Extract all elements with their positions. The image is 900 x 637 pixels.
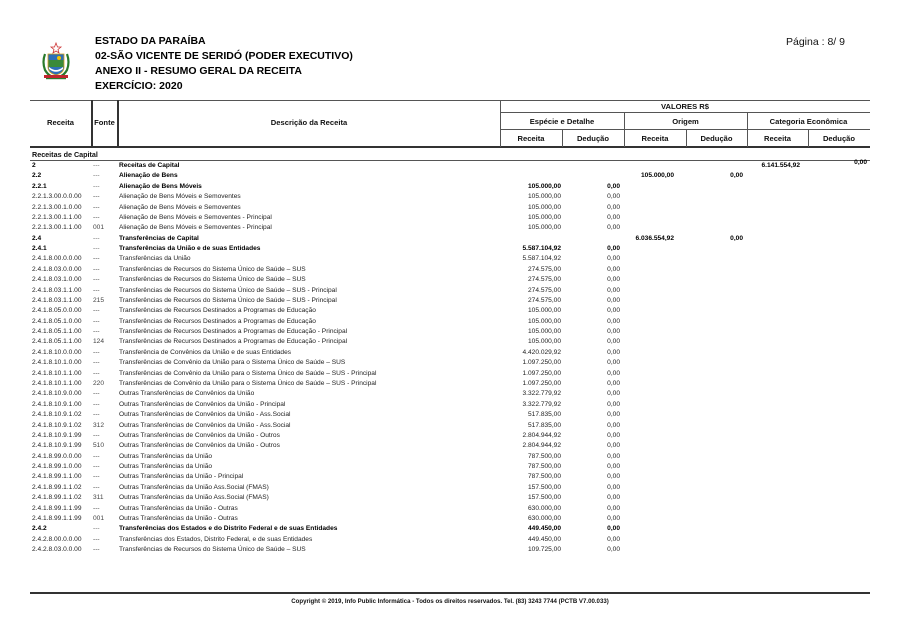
especie-deducao: 0,00 [607, 546, 620, 554]
fonte-code: 124 [93, 338, 105, 346]
especie-receita: 2.804.944,92 [522, 442, 561, 450]
fonte-code: --- [93, 307, 100, 315]
col-descricao: Descrição da Receita [270, 118, 348, 127]
table-row [0, 432, 900, 442]
fonte-code: --- [93, 245, 100, 253]
table-row [0, 297, 900, 307]
fonte-code: --- [93, 546, 100, 554]
especie-deducao: 0,00 [607, 265, 620, 273]
fonte-code: --- [93, 234, 100, 242]
receita-code: 2.4 [32, 234, 42, 242]
especie-deducao: 0,00 [607, 514, 620, 522]
exercise-title: EXERCÍCIO: 2020 [95, 80, 183, 92]
col-cat-deducao: Dedução [822, 134, 856, 143]
receita-code: 2.2 [32, 172, 42, 180]
table-row [0, 183, 900, 193]
especie-receita: 105.000,00 [527, 317, 561, 325]
table-row [0, 255, 900, 265]
especie-receita: 449.450,00 [527, 535, 561, 543]
descricao: Transferências de Recursos Destinados a Programas de Educação - Principal [119, 338, 348, 346]
descricao: Transferências de Convênio da União para o Sistema Único de Saúde – SUS [119, 359, 346, 367]
especie-receita: 274.575,00 [527, 276, 561, 284]
especie-deducao: 0,00 [607, 400, 620, 408]
especie-deducao: 0,00 [607, 452, 620, 460]
col-ori-deducao: Dedução [700, 134, 733, 143]
fonte-code: --- [93, 213, 100, 221]
receita-code: 2.4.1.8.99.1.1.99 [32, 514, 82, 522]
table-row [0, 172, 900, 182]
especie-deducao: 0,00 [607, 431, 620, 439]
fonte-code: --- [93, 463, 100, 471]
descricao: Outras Transferências de Convênios da União - Ass.Social [119, 411, 291, 419]
especie-deducao: 0,00 [607, 286, 620, 294]
receita-code: 2.4.1.8.05.1.1.00 [32, 338, 82, 346]
table-row [0, 505, 900, 515]
especie-deducao: 0,00 [607, 463, 620, 471]
descricao: Outras Transferências de Convênios da União - Principal [119, 400, 286, 408]
receita-code: 2.4.1.8.10.9.1.02 [32, 421, 82, 429]
descricao: Outras Transferências de Convênios da União - Outros [119, 431, 280, 439]
descricao: Transferências de Recursos do Sistema Único de Saúde – SUS - Principal [119, 296, 337, 304]
fonte-code: --- [93, 265, 100, 273]
especie-deducao: 0,00 [607, 421, 620, 429]
annex-title: ANEXO II - RESUMO GERAL DA RECEITA [95, 65, 302, 77]
receita-code: 2.4.2.8.00.0.0.00 [32, 535, 82, 543]
especie-receita: 1.097.250,00 [522, 369, 561, 377]
fonte-code: --- [93, 369, 100, 377]
table-row [0, 328, 900, 338]
receita-code: 2.4.1.8.99.1.1.02 [32, 494, 82, 502]
descricao: Transferências de Capital [119, 234, 199, 242]
especie-deducao: 0,00 [607, 193, 620, 201]
especie-receita: 105.000,00 [527, 213, 561, 221]
fonte-code: --- [93, 431, 100, 439]
col-ori-receita: Receita [641, 134, 669, 143]
especie-receita: 105.000,00 [527, 307, 561, 315]
col-esp-receita: Receita [517, 134, 545, 143]
especie-deducao: 0,00 [607, 359, 620, 367]
especie-receita: 449.450,00 [527, 525, 561, 533]
especie-receita: 274.575,00 [527, 265, 561, 273]
receita-code: 2.4.1.8.10.9.1.99 [32, 442, 82, 450]
table-row [0, 463, 900, 473]
fonte-code: 215 [93, 296, 105, 304]
receita-code: 2.4.1 [32, 245, 47, 253]
table-row [0, 214, 900, 224]
table-row [0, 536, 900, 546]
especie-receita: 274.575,00 [527, 286, 561, 294]
table-row [0, 484, 900, 494]
especie-deducao: 0,00 [607, 182, 620, 190]
descricao: Transferências de Recursos do Sistema Único de Saúde – SUS [119, 276, 306, 284]
especie-deducao: 0,00 [607, 525, 620, 533]
fonte-code: 001 [93, 224, 105, 232]
table-row [0, 422, 900, 432]
col-cat-receita: Receita [763, 134, 792, 143]
fonte-code: 510 [93, 442, 105, 450]
especie-deducao: 0,00 [607, 379, 620, 387]
fonte-code: --- [93, 359, 100, 367]
col-receita: Receita [46, 118, 75, 127]
especie-deducao: 0,00 [607, 411, 620, 419]
descricao: Alienação de Bens [119, 172, 178, 180]
fonte-code: --- [93, 286, 100, 294]
receita-code: 2.4.1.8.05.1.1.00 [32, 328, 82, 336]
especie-receita: 5.587.104,92 [522, 255, 561, 263]
origem-receita: 6.036.554,92 [635, 234, 674, 242]
receita-code: 2.4.1.8.99.1.1.02 [32, 483, 82, 491]
fonte-code: --- [93, 525, 100, 533]
descricao: Transferências da União [119, 255, 191, 263]
table-row [0, 338, 900, 348]
section-title: Receitas de Capital [32, 150, 98, 159]
table-row [0, 411, 900, 421]
descricao: Outras Transferências da União - Principal [119, 473, 244, 481]
fonte-code: --- [93, 203, 100, 211]
table-row [0, 276, 900, 286]
especie-deducao: 0,00 [607, 473, 620, 481]
receita-code: 2 [32, 162, 36, 169]
receita-code: 2.4.1.8.10.9.1.99 [32, 431, 82, 439]
especie-receita: 517.835,00 [527, 421, 561, 429]
receita-code: 2.4.1.8.05.0.0.00 [32, 307, 82, 315]
descricao: Transferências de Convênio da União para o Sistema Único de Saúde – SUS - Principal [119, 379, 377, 387]
especie-receita: 787.500,00 [527, 452, 561, 460]
receita-code: 2.2.1.3.00.1.0.00 [32, 203, 82, 211]
especie-receita: 2.804.944,92 [522, 431, 561, 439]
especie-receita: 105.000,00 [527, 203, 561, 211]
fonte-code: --- [93, 400, 100, 408]
fonte-code: --- [93, 504, 100, 512]
especie-receita: 109.725,00 [527, 546, 561, 554]
table-row [0, 318, 900, 328]
especie-receita: 1.097.250,00 [522, 379, 561, 387]
receita-code: 2.2.1 [32, 182, 47, 190]
fonte-code: --- [93, 162, 100, 169]
especie-deducao: 0,00 [607, 535, 620, 543]
receita-code: 2.2.1.3.00.0.0.00 [32, 193, 82, 201]
especie-deducao: 0,00 [607, 317, 620, 325]
fonte-code: 312 [93, 421, 105, 429]
table-row [0, 473, 900, 483]
fonte-code: --- [93, 390, 100, 398]
especie-deducao: 0,00 [607, 494, 620, 502]
descricao: Alienação de Bens Móveis e Semoventes [119, 193, 241, 201]
col-group-origem: Origem [672, 117, 699, 126]
especie-receita: 105.000,00 [527, 193, 561, 201]
fonte-code: --- [93, 255, 100, 263]
fonte-code: 220 [93, 379, 105, 387]
footer-copyright: Copyright © 2019, Info Public Informática - Todos os direitos reservados. Tel. (83) 3243 7744 (PCTB V7.00.033) [291, 598, 609, 605]
receita-code: 2.4.1.8.99.1.1.99 [32, 504, 82, 512]
especie-receita: 105.000,00 [527, 182, 561, 190]
entity-title: 02-SÃO VICENTE DE SERIDÓ (PODER EXECUTIVO) [95, 50, 353, 62]
especie-receita: 630.000,00 [527, 504, 561, 512]
descricao: Outras Transferências da União - Outras [119, 504, 238, 512]
descricao: Transferências de Recursos do Sistema Único de Saúde – SUS [119, 265, 306, 273]
table-row [0, 193, 900, 203]
receita-code: 2.4.1.8.10.0.0.00 [32, 348, 82, 356]
table-row [0, 525, 900, 535]
col-esp-deducao: Dedução [576, 134, 610, 143]
table-row [0, 390, 900, 400]
descricao: Transferência de Convênios da União e de suas Entidades [119, 348, 292, 356]
receita-code: 2.4.1.8.03.1.1.00 [32, 296, 82, 304]
especie-receita: 3.322.779,92 [522, 390, 561, 398]
paraiba-coat-of-arms-icon [38, 42, 74, 82]
descricao: Outras Transferências de Convênios da União - Ass.Social [119, 421, 291, 429]
descricao: Transferências de Recursos do Sistema Único de Saúde – SUS - Principal [119, 286, 337, 294]
table-row [0, 349, 900, 359]
especie-deducao: 0,00 [607, 348, 620, 356]
especie-deducao: 0,00 [607, 245, 620, 253]
categoria-receita: 6.141.554,92 [761, 162, 800, 169]
descricao: Receitas de Capital [119, 162, 180, 169]
fonte-code: --- [93, 348, 100, 356]
descricao: Transferências da União e de suas Entidades [119, 245, 261, 253]
origem-deducao: 0,00 [730, 172, 743, 180]
receita-code: 2.4.1.8.10.1.1.00 [32, 379, 82, 387]
descricao: Alienação de Bens Móveis e Semoventes - Principal [119, 213, 272, 221]
descricao: Outras Transferências da União Ass.Social (FMAS) [119, 483, 269, 491]
especie-deducao: 0,00 [607, 390, 620, 398]
fonte-code: --- [93, 328, 100, 336]
state-title: ESTADO DA PARAÍBA [95, 35, 206, 47]
origem-deducao: 0,00 [730, 234, 743, 242]
especie-receita: 274.575,00 [527, 296, 561, 304]
col-group-categoria: Categoria Econômica [769, 117, 848, 126]
especie-deducao: 0,00 [607, 442, 620, 450]
especie-receita: 5.587.104,92 [522, 245, 561, 253]
receita-code: 2.4.1.8.10.9.1.00 [32, 400, 82, 408]
fonte-code: --- [93, 535, 100, 543]
table-row [0, 546, 900, 556]
fonte-code: --- [93, 452, 100, 460]
receita-code: 2.4.1.8.10.1.1.00 [32, 369, 82, 377]
fonte-code: --- [93, 276, 100, 284]
descricao: Transferências de Recursos Destinados a Programas de Educação [119, 307, 316, 315]
fonte-code: --- [93, 193, 100, 201]
especie-deducao: 0,00 [607, 483, 620, 491]
table-row [0, 515, 900, 525]
especie-receita: 105.000,00 [527, 328, 561, 336]
especie-deducao: 0,00 [607, 328, 620, 336]
receita-code: 2.4.2.8.03.0.0.00 [32, 546, 82, 554]
table-row [0, 159, 900, 172]
especie-receita: 3.322.779,92 [522, 400, 561, 408]
table-row [0, 370, 900, 380]
receita-code: 2.4.1.8.99.0.0.00 [32, 452, 82, 460]
fonte-code: --- [93, 182, 100, 190]
descricao: Outras Transferências da União [119, 452, 213, 460]
receita-code: 2.2.1.3.00.1.1.00 [32, 213, 82, 221]
especie-deducao: 0,00 [607, 213, 620, 221]
table-row [0, 224, 900, 234]
table-row [0, 359, 900, 369]
page-number: Página : 8/ 9 [786, 36, 845, 48]
receita-code: 2.2.1.3.00.1.1.00 [32, 224, 82, 232]
especie-receita: 4.420.029,92 [522, 348, 561, 356]
fonte-code: --- [93, 317, 100, 325]
descricao: Transferências de Convênio da União para o Sistema Único de Saúde – SUS - Principal [119, 369, 377, 377]
receita-code: 2.4.1.8.99.1.1.00 [32, 473, 82, 481]
especie-receita: 105.000,00 [527, 338, 561, 346]
especie-deducao: 0,00 [607, 504, 620, 512]
receita-code: 2.4.1.8.05.1.0.00 [32, 317, 82, 325]
especie-receita: 787.500,00 [527, 463, 561, 471]
table-row [0, 245, 900, 255]
descricao: Transferências de Recursos Destinados a Programas de Educação [119, 317, 316, 325]
especie-deducao: 0,00 [607, 255, 620, 263]
especie-receita: 630.000,00 [527, 514, 561, 522]
receita-code: 2.4.1.8.10.1.0.00 [32, 359, 82, 367]
descricao: Outras Transferências de Convênios da União - Outros [119, 442, 280, 450]
especie-receita: 787.500,00 [527, 473, 561, 481]
descricao: Outras Transferências da União Ass.Social (FMAS) [119, 494, 269, 502]
table-row [0, 453, 900, 463]
especie-deducao: 0,00 [607, 224, 620, 232]
col-fonte: Fonte [94, 118, 115, 127]
fonte-code: --- [93, 483, 100, 491]
especie-deducao: 0,00 [607, 276, 620, 284]
especie-deducao: 0,00 [607, 338, 620, 346]
categoria-deducao: 0,00 [854, 159, 867, 166]
col-group-especie: Espécie e Detalhe [529, 117, 595, 126]
fonte-code: --- [93, 411, 100, 419]
receita-code: 2.4.1.8.03.0.0.00 [32, 265, 82, 273]
receita-code: 2.4.1.8.03.1.1.00 [32, 286, 82, 294]
especie-receita: 517.835,00 [527, 411, 561, 419]
descricao: Outras Transferências da União - Outras [119, 514, 238, 522]
fonte-code: --- [93, 172, 100, 180]
receita-code: 2.4.2 [32, 525, 47, 533]
col-valores: VALORES R$ [661, 102, 709, 111]
descricao: Outras Transferências da União [119, 463, 213, 471]
table-row [0, 401, 900, 411]
especie-receita: 157.500,00 [527, 494, 561, 502]
receita-code: 2.4.1.8.03.1.0.00 [32, 276, 82, 284]
descricao: Outras Transferências de Convênios da União [119, 390, 255, 398]
especie-deducao: 0,00 [607, 203, 620, 211]
fonte-code: 001 [93, 514, 105, 522]
descricao: Alienação de Bens Móveis [119, 182, 202, 190]
table-row [0, 380, 900, 390]
descricao: Alienação de Bens Móveis e Semoventes - Principal [119, 224, 272, 232]
descricao: Transferências dos Estados e do Distrito Federal e de suas Entidades [119, 525, 338, 533]
fonte-code: 311 [93, 494, 104, 502]
table-row [0, 307, 900, 317]
especie-receita: 105.000,00 [527, 224, 561, 232]
fonte-code: --- [93, 473, 100, 481]
table-row [0, 235, 900, 245]
especie-deducao: 0,00 [607, 307, 620, 315]
especie-receita: 1.097.250,00 [522, 359, 561, 367]
descricao: Transferências de Recursos do Sistema Único de Saúde – SUS [119, 546, 306, 554]
descricao: Transferências de Recursos Destinados a Programas de Educação - Principal [119, 328, 348, 336]
table-row [0, 266, 900, 276]
table-row [0, 494, 900, 504]
especie-deducao: 0,00 [607, 369, 620, 377]
receita-code: 2.4.1.8.10.9.0.00 [32, 390, 82, 398]
descricao: Transferências dos Estados, Distrito Federal, e de suas Entidades [119, 535, 313, 543]
especie-deducao: 0,00 [607, 296, 620, 304]
table-row [0, 287, 900, 297]
origem-receita: 105.000,00 [640, 172, 674, 180]
descricao: Alienação de Bens Móveis e Semoventes [119, 203, 241, 211]
especie-receita: 157.500,00 [527, 483, 561, 491]
table-row [0, 442, 900, 452]
receita-code: 2.4.1.8.10.9.1.02 [32, 411, 82, 419]
receita-code: 2.4.1.8.99.1.0.00 [32, 463, 82, 471]
table-row [0, 204, 900, 214]
receita-code: 2.4.1.8.00.0.0.00 [32, 255, 82, 263]
